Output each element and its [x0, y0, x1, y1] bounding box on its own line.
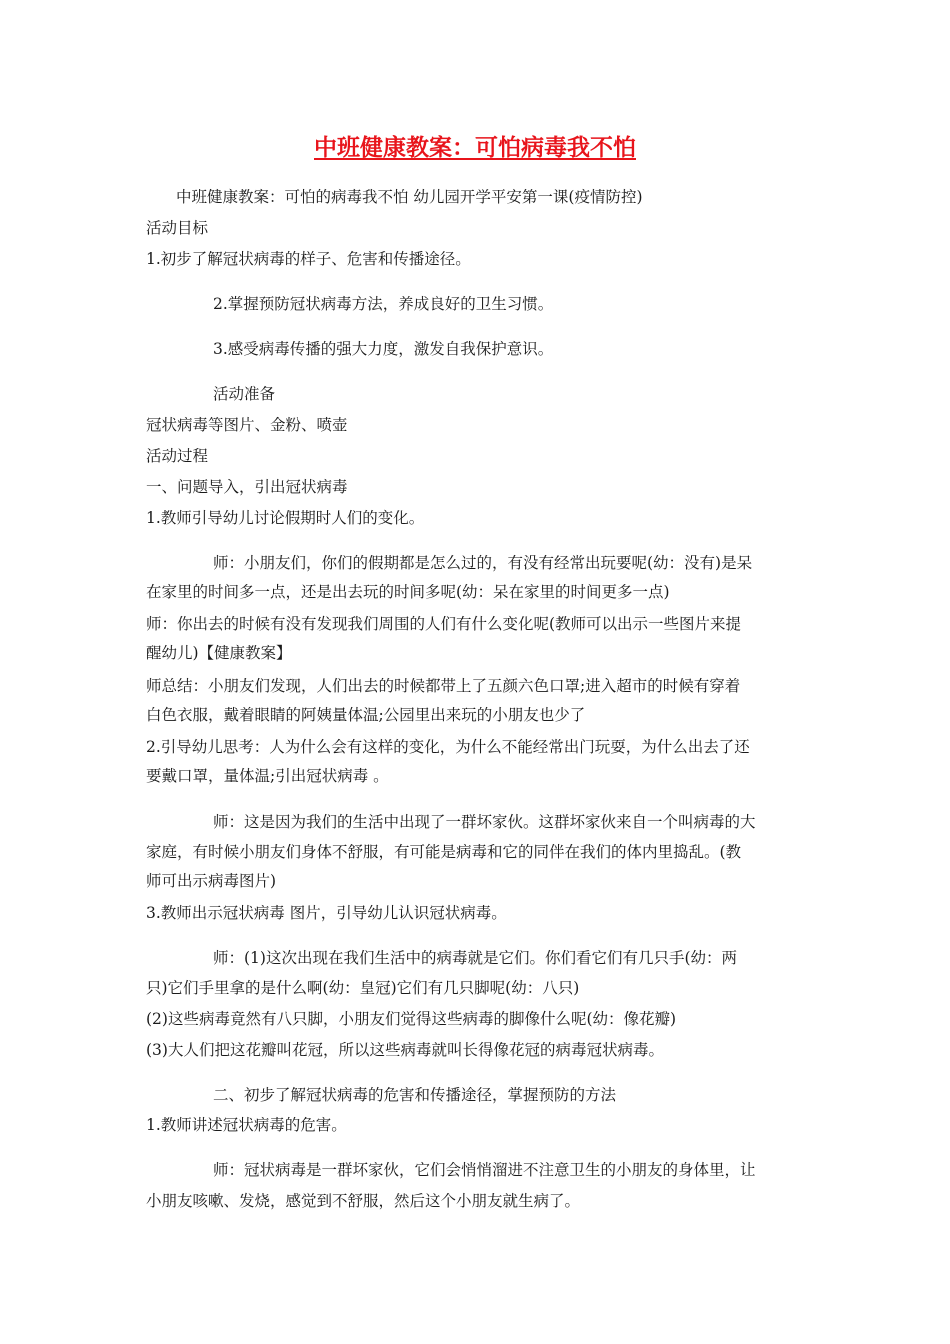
- goal-3: 3.感受病毒传播的强大力度，激发自我保护意识。: [213, 340, 554, 358]
- section-2-heading: 二、初步了解冠状病毒的危害和传播途径，掌握预防的方法: [213, 1086, 617, 1104]
- paragraph-line: 师：(1)这次出现在我们生活中的病毒就是它们。你们看它们有几只手(幼：两: [213, 949, 738, 967]
- document-title: 中班健康教案：可怕病毒我不怕: [314, 135, 636, 161]
- heading-process: 活动过程: [146, 447, 209, 465]
- step-2-1: 1.教师讲述冠状病毒的危害。: [146, 1116, 347, 1134]
- paragraph-line: 小朋友咳嗽、发烧，感觉到不舒服，然后这个小朋友就生病了。: [146, 1192, 581, 1210]
- paragraph-line: 白色衣服，戴着眼睛的阿姨量体温;公园里出来玩的小朋友也少了: [146, 706, 586, 724]
- step-1-1: 1.教师引导幼儿讨论假期时人们的变化。: [146, 509, 425, 527]
- paragraph-line: 要戴口罩，量体温;引出冠状病毒 。: [146, 767, 389, 785]
- paragraph-line: 在家里的时间多一点，还是出去玩的时间多呢(幼：呆在家里的时间更多一点): [146, 583, 670, 601]
- goal-1: 1.初步了解冠状病毒的样子、危害和传播途径。: [146, 250, 471, 268]
- paragraph-line: 只)它们手里拿的是什么啊(幼：皇冠)它们有几只脚呢(幼：八只): [146, 979, 580, 997]
- paragraph-line: 家庭，有时候小朋友们身体不舒服，有可能是病毒和它的同伴在我们的体内里捣乱。(教: [146, 843, 742, 861]
- heading-preparation: 活动准备: [213, 385, 276, 403]
- step-1-3: 3.教师出示冠状病毒 图片，引导幼儿认识冠状病毒。: [146, 904, 507, 922]
- paragraph-line: (3)大人们把这花瓣叫花冠，所以这些病毒就叫长得像花冠的病毒冠状病毒。: [146, 1041, 664, 1059]
- goal-2: 2.掌握预防冠状病毒方法，养成良好的卫生习惯。: [213, 295, 554, 313]
- paragraph-line: 师：这是因为我们的生活中出现了一群坏家伙。这群坏家伙来自一个叫病毒的大: [213, 813, 756, 831]
- section-1-heading: 一、问题导入，引出冠状病毒: [146, 478, 348, 496]
- paragraph-line: 师：冠状病毒是一群坏家伙，它们会悄悄溜进不注意卫生的小朋友的身体里，让: [213, 1161, 756, 1179]
- preparation-items: 冠状病毒等图片、金粉、喷壶: [146, 416, 348, 434]
- paragraph-line: (2)这些病毒竟然有八只脚，小朋友们觉得这些病毒的脚像什么呢(幼：像花瓣): [146, 1010, 677, 1028]
- paragraph-line: 师：你出去的时候有没有发现我们周围的人们有什么变化呢(教师可以出示一些图片来提: [146, 615, 742, 633]
- paragraph-line: 醒幼儿)【健康教案】: [146, 644, 292, 662]
- paragraph-line: 师总结：小朋友们发现，人们出去的时候都带上了五颜六色口罩;进入超市的时候有穿着: [146, 677, 741, 695]
- paragraph-line: 师可出示病毒图片): [146, 872, 277, 890]
- intro-line: 中班健康教案：可怕的病毒我不怕 幼儿园开学平安第一课(疫情防控): [176, 188, 643, 206]
- heading-goals: 活动目标: [146, 219, 209, 237]
- step-1-2: 2.引导幼儿思考：人为什么会有这样的变化，为什么不能经常出门玩耍，为什么出去了还: [146, 738, 750, 756]
- paragraph-line: 师：小朋友们，你们的假期都是怎么过的，有没有经常出玩要呢(幼：没有)是呆: [213, 554, 753, 572]
